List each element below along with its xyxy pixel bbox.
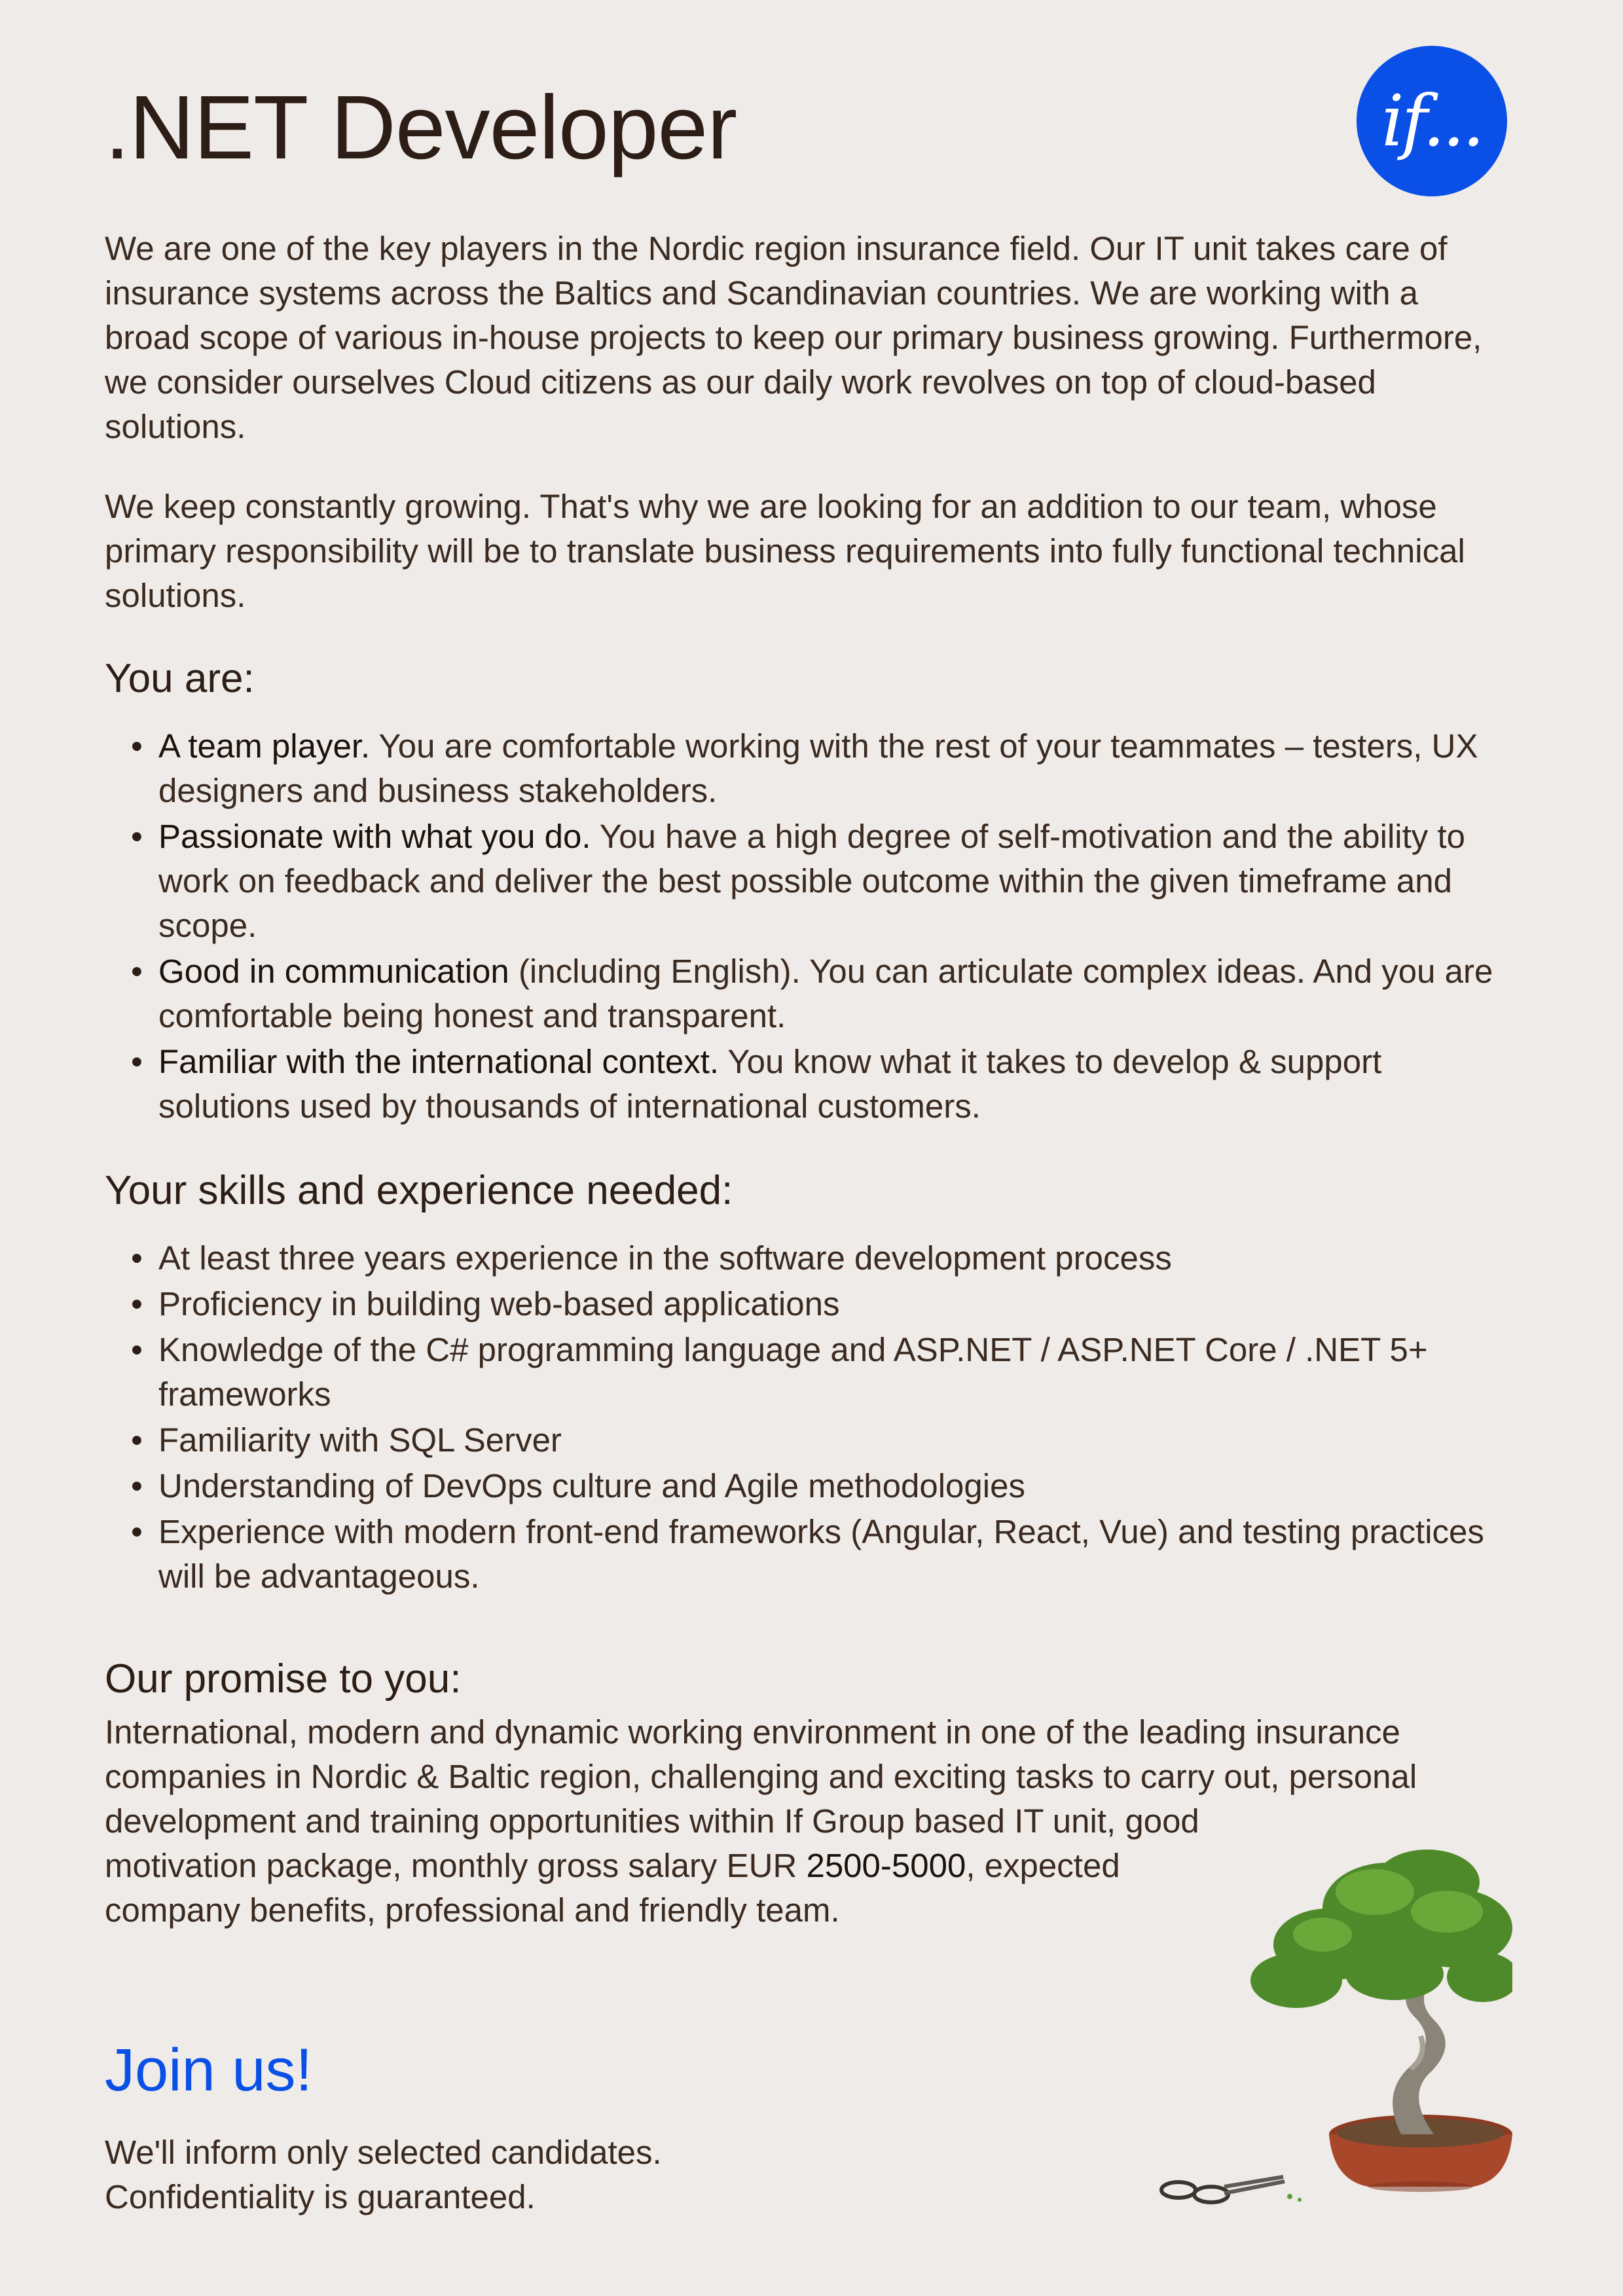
list-item-text: You have a high degree of self-motivation and the ability to work on feedback and deliver the best possible outcome within the given timeframe and scope. bbox=[158, 818, 1465, 944]
closing-line: We'll inform only selected candidates. bbox=[105, 2134, 662, 2171]
list-item: • Understanding of DevOps culture and Agile methodologies bbox=[105, 1464, 1512, 1508]
list-item: • Proficiency in building web-based applications bbox=[105, 1282, 1512, 1326]
you-are-list bbox=[105, 724, 1512, 1130]
list-item: • Familiarity with SQL Server bbox=[105, 1418, 1512, 1463]
list-item-text: (including English). You can articulate complex ideas. And you are comfortable being honest and transparent. bbox=[158, 953, 1493, 1034]
skills-list bbox=[105, 1236, 1512, 1600]
page-title: .NET Developer bbox=[105, 77, 737, 178]
list-item bbox=[105, 814, 1512, 948]
list-item-lead: Good in communication bbox=[158, 953, 509, 990]
list-item: • Knowledge of the C# programming language and ASP.NET / ASP.NET Core / .NET 5+ frameworks bbox=[105, 1328, 1512, 1417]
bonsai-tree-illustration bbox=[1133, 1846, 1512, 2213]
promise-line: company benefits, professional and friendly team. bbox=[105, 1891, 840, 1929]
salary-range: 2500-5000 bbox=[806, 1847, 966, 1884]
list-item bbox=[105, 724, 1512, 813]
promise-line-start: motivation package, monthly gross salary EUR bbox=[105, 1847, 807, 1884]
company-logo bbox=[1357, 46, 1507, 196]
promise-line: development and training opportunities within If Group based IT unit, good bbox=[105, 1802, 1199, 1840]
closing-line: Confidentiality is guaranteed. bbox=[105, 2178, 536, 2215]
promise-heading: Our promise to you: bbox=[105, 1656, 462, 1702]
scissors-icon bbox=[1161, 2177, 1302, 2202]
list-item-lead: Passionate with what you do. bbox=[158, 818, 591, 855]
list-item: • At least three years experience in the software development process bbox=[105, 1236, 1512, 1281]
promise-line: companies in Nordic & Baltic region, challenging and exciting tasks to carry out, personal bbox=[105, 1758, 1417, 1795]
intro-paragraph-2: We keep constantly growing. That's why we are looking for an addition to our team, whose primary responsibility will be to translate business requirements into fully functional technical solutions. bbox=[105, 488, 1465, 614]
promise-line: International, modern and dynamic working environment in one of the leading insurance bbox=[105, 1713, 1400, 1751]
logo-text: if... bbox=[1381, 80, 1482, 162]
closing-text bbox=[105, 2130, 1021, 2219]
join-heading: Join us! bbox=[105, 2037, 313, 2104]
list-item: • Experience with modern front-end frameworks (Angular, React, Vue) and testing practices will be advantageous. bbox=[105, 1510, 1512, 1599]
you-are-heading: You are: bbox=[105, 656, 255, 701]
list-item bbox=[105, 949, 1512, 1038]
list-item-lead: Familiar with the international context. bbox=[158, 1043, 720, 1080]
list-item-text: You are comfortable working with the rest of your teammates – testers, UX designers and business stakeholders. bbox=[158, 727, 1478, 809]
skills-heading: Your skills and experience needed: bbox=[105, 1168, 733, 1213]
list-item-lead: A team player. bbox=[158, 727, 371, 765]
list-item-text: You know what it takes to develop & support solutions used by thousands of international customers. bbox=[158, 1043, 1382, 1125]
intro-paragraph-1: We are one of the key players in the Nordic region insurance field. Our IT unit takes care of insurance systems across the Baltics and Scandinavian countries. We are working with a broad scope of various in-house projects to keep our primary business growing. Furthermore, we consider ourselves Cloud citizens as our daily work revolves on top of cloud-based solutions. bbox=[105, 230, 1482, 445]
list-item bbox=[105, 1040, 1512, 1129]
promise-line-end: , expected bbox=[966, 1847, 1120, 1884]
